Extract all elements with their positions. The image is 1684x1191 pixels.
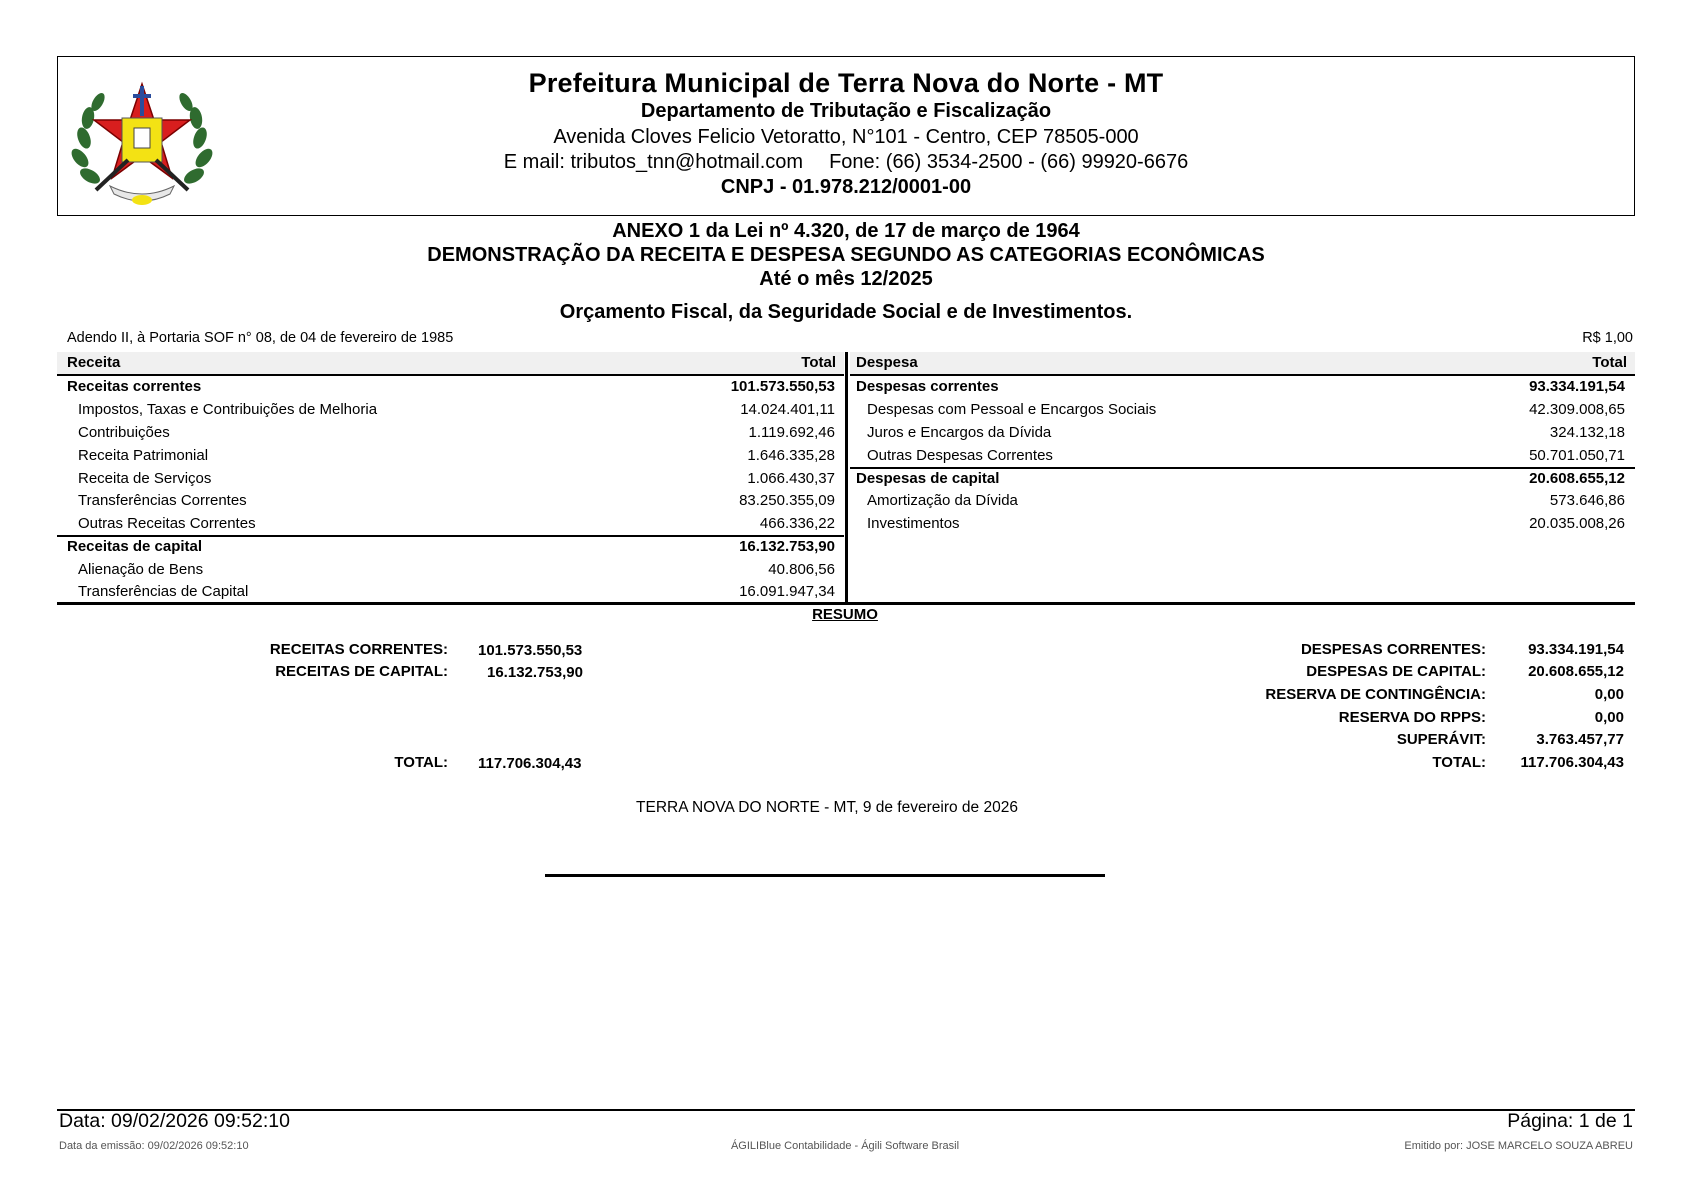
footer-issued-by: Emitido por: JOSE MARCELO SOUZA ABREU	[1404, 1140, 1633, 1152]
receita-row	[57, 421, 844, 443]
resumo-left-total-value: 117.706.304,43	[478, 755, 582, 772]
row-label: Amortização da Dívida	[867, 492, 1018, 509]
receita-row	[57, 398, 844, 420]
row-value: 16.091.947,34	[739, 583, 835, 600]
footer-rule	[57, 1109, 1635, 1111]
row-label: Outras Receitas Correntes	[78, 515, 256, 532]
row-value: 1.066.430,37	[747, 470, 835, 487]
row-label: Outras Despesas Correntes	[867, 447, 1053, 464]
row-label: Despesas correntes	[856, 378, 999, 395]
report-title: DEMONSTRAÇÃO DA RECEITA E DESPESA SEGUNDO AS CATEGORIAS ECONÔMICAS	[427, 244, 1265, 266]
signature-line	[545, 874, 1105, 877]
row-label: Receitas correntes	[67, 378, 202, 395]
row-label: Transferências Correntes	[78, 492, 247, 509]
row-value: 50.701.050,71	[1529, 447, 1625, 464]
row-value: 324.132,18	[1549, 424, 1625, 441]
resumo-left-value: 16.132.753,90	[487, 664, 583, 681]
row-value: 573.646,86	[1549, 492, 1625, 509]
receita-row	[57, 467, 844, 489]
row-label: Receita Patrimonial	[78, 447, 209, 464]
footer-page-number: Página: 1 de 1	[1507, 1110, 1633, 1132]
email-text: E mail: tributos_tnn@hotmail.com	[503, 151, 804, 173]
row-label: Investimentos	[867, 515, 960, 532]
resumo-right-label: DESPESAS CORRENTES:	[1300, 641, 1486, 658]
row-value: 20.035.008,26	[1529, 515, 1625, 532]
despesa-row	[850, 421, 1635, 443]
phone-text: Fone: (66) 3534-2500 - (66) 99920-6676	[829, 151, 1189, 173]
resumo-right-label: SUPERÁVIT:	[1396, 731, 1486, 748]
resumo-right-label: RESERVA DE CONTINGÊNCIA:	[1265, 686, 1486, 703]
currency-unit: R$ 1,00	[1582, 330, 1633, 346]
footer-software: ÁGILIBlue Contabilidade - Ágili Software Brasil	[730, 1140, 960, 1152]
resumo-right-value: 3.763.457,77	[1536, 731, 1624, 748]
row-value: 20.608.655,12	[1529, 470, 1625, 487]
receita-header-total: Total	[801, 354, 836, 371]
period-title: Até o mês 12/2025	[759, 268, 933, 290]
receita-row	[57, 489, 844, 511]
row-value: 14.024.401,11	[740, 401, 835, 418]
budget-title: Orçamento Fiscal, da Seguridade Social e de Investimentos.	[559, 301, 1133, 323]
column-divider	[845, 352, 848, 603]
despesa-row	[850, 444, 1635, 466]
row-value: 42.309.008,65	[1529, 401, 1625, 418]
department-name: Departamento de Tributação e Fiscalização	[640, 100, 1052, 122]
resumo-right-value: 93.334.191,54	[1528, 641, 1624, 658]
cnpj-line: CNPJ - 01.978.212/0001-00	[720, 176, 972, 198]
contact-line	[57, 151, 1635, 174]
receita-header-label: Receita	[67, 354, 121, 371]
row-value: 93.334.191,54	[1529, 378, 1625, 395]
row-label: Receita de Serviços	[78, 470, 212, 487]
table-bottom-rule	[57, 602, 1635, 605]
receita-row	[57, 580, 844, 602]
resumo-right-value: 0,00	[1594, 709, 1624, 726]
row-label: Impostos, Taxas e Contribuições de Melhoria	[78, 401, 378, 418]
despesa-header-total: Total	[1592, 354, 1627, 371]
row-label: Alienação de Bens	[78, 561, 204, 578]
resumo-right-total-label: TOTAL:	[1432, 754, 1486, 771]
row-value: 40.806,56	[768, 561, 835, 578]
row-label: Juros e Encargos da Dívida	[867, 424, 1052, 441]
row-label: Receitas de capital	[67, 538, 203, 555]
receita-table-header	[57, 352, 844, 376]
footer-date: Data: 09/02/2026 09:52:10	[59, 1110, 290, 1132]
resumo-right-value: 20.608.655,12	[1528, 663, 1624, 680]
resumo-right-label: RESERVA DO RPPS:	[1338, 709, 1486, 726]
despesa-row	[850, 398, 1635, 420]
resumo-title: RESUMO	[812, 606, 878, 623]
row-label: Despesas com Pessoal e Encargos Sociais	[867, 401, 1157, 418]
despesa-table-header	[850, 352, 1635, 376]
despesa-row	[850, 512, 1635, 534]
resumo-right-value: 0,00	[1594, 686, 1624, 703]
receita-row	[57, 535, 844, 557]
row-value: 83.250.355,09	[739, 492, 835, 509]
row-value: 1.646.335,28	[747, 447, 835, 464]
resumo-left-total-label: TOTAL:	[394, 754, 448, 771]
addendum-text: Adendo II, à Portaria SOF n° 08, de 04 de fevereiro de 1985	[67, 330, 454, 346]
receita-row	[57, 375, 844, 397]
row-value: 466.336,22	[759, 515, 835, 532]
resumo-right-total-value: 117.706.304,43	[1520, 754, 1624, 771]
despesa-row	[850, 467, 1635, 489]
row-label: Despesas de capital	[856, 470, 1000, 487]
row-label: Contribuições	[78, 424, 170, 441]
resumo-left-label: RECEITAS DE CAPITAL:	[275, 663, 448, 680]
resumo-right-label: DESPESAS DE CAPITAL:	[1306, 663, 1486, 680]
despesa-row	[850, 375, 1635, 397]
resumo-left-value: 101.573.550,53	[478, 642, 583, 659]
despesa-header-label: Despesa	[856, 354, 918, 371]
row-value: 16.132.753,90	[739, 538, 835, 555]
municipality-title: Prefeitura Municipal de Terra Nova do Norte - MT	[528, 68, 1164, 98]
despesa-row	[850, 489, 1635, 511]
resumo-left-label: RECEITAS CORRENTES:	[269, 641, 448, 658]
receita-row	[57, 512, 844, 534]
place-and-date: TERRA NOVA DO NORTE - MT, 9 de fevereiro de 2026	[636, 799, 1018, 816]
footer-emission-date: Data da emissão: 09/02/2026 09:52:10	[59, 1140, 249, 1152]
row-label: Transferências de Capital	[78, 583, 249, 600]
receita-row	[57, 558, 844, 580]
anexo-title: ANEXO 1 da Lei nº 4.320, de 17 de março de 1964	[612, 220, 1080, 242]
row-value: 101.573.550,53	[730, 378, 835, 395]
address-line: Avenida Cloves Felicio Vetoratto, N°101 - Centro, CEP 78505-000	[553, 126, 1139, 148]
receita-row	[57, 444, 844, 466]
row-value: 1.119.692,46	[748, 424, 835, 441]
